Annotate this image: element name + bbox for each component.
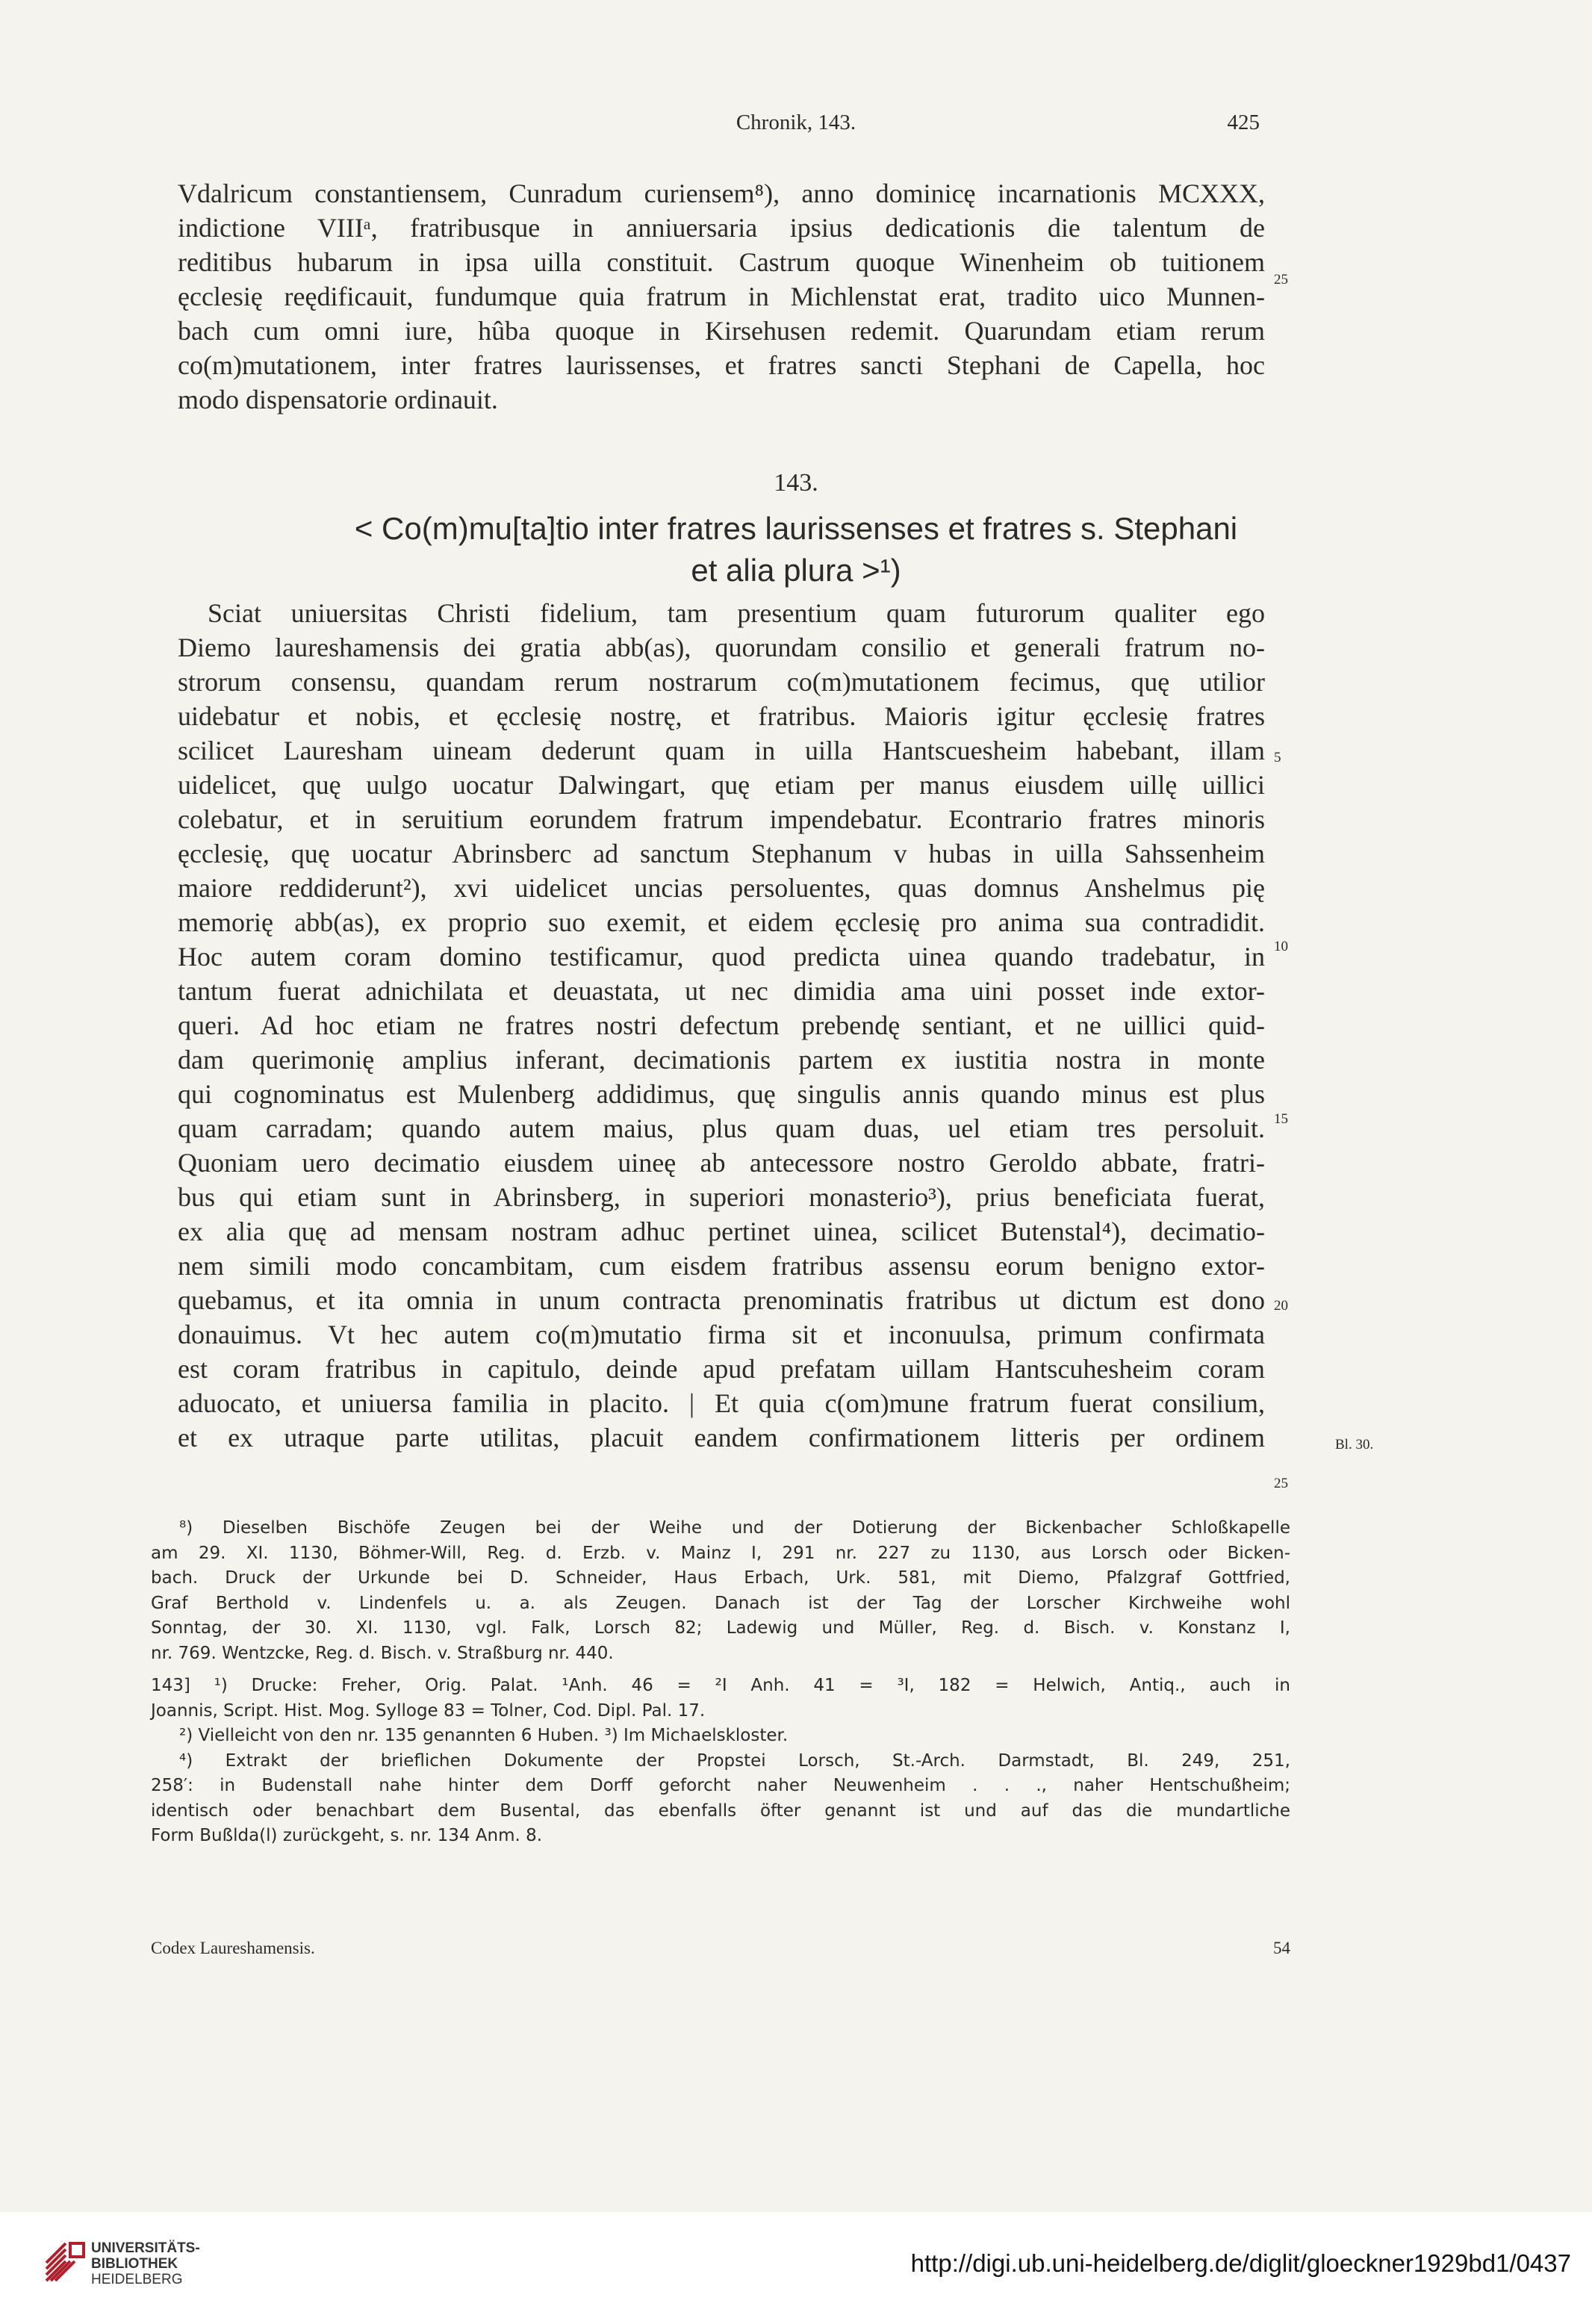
page-footer	[151, 1939, 1290, 1963]
text-line: bus qui etiam sunt in Abrinsberg, in superiori monasterio³), prius beneficiata fuerat,	[178, 1182, 1265, 1212]
line-number: 10	[1274, 939, 1288, 954]
footnote-line: ²) Vielleicht von den nr. 135 genannten 6 Huben. ³) Im Michaelskloster.	[179, 1726, 789, 1745]
line-number: 25	[1274, 272, 1288, 288]
source-link[interactable]: http://digi.ub.uni-heidelberg.de/diglit/gloeckner1929bd1/0437	[910, 2249, 1571, 2277]
footnote-line: 258′: in Budenstall nahe hinter dem Dorff geforcht naher Neuwenheim . . ., naher Hentschußheim;	[151, 1776, 1290, 1795]
footnote-line: 143] ¹) Drucke: Freher, Orig. Palat. ¹Anh. 46 = ²I Anh. 41 = ³I, 182 = Helwich, Antiq., auch in	[151, 1676, 1290, 1695]
line-number: 5	[1274, 750, 1281, 765]
running-header	[0, 111, 1592, 143]
line-number: 20	[1274, 1298, 1288, 1314]
intro-paragraph	[178, 176, 1265, 417]
text-line: Sciat uniuersitas Christi fidelium, tam presentium quam futurorum qualiter ego	[208, 598, 1265, 628]
line-number: 25	[1274, 1476, 1288, 1491]
footnote-line: nr. 769. Wentzcke, Reg. d. Bisch. v. Straßburg nr. 440.	[151, 1643, 614, 1663]
text-line: aduocato, et uniuersa familia in placito. | Et quia c(om)mune fratrum fuerat consilium,	[178, 1388, 1265, 1418]
text-line: nem simili modo concambitam, cum eisdem fratribus assensu eorum benigno extor-	[178, 1251, 1265, 1281]
footnote-line: Joannis, Script. Hist. Mog. Sylloge 83 = Tolner, Cod. Dipl. Pal. 17.	[151, 1700, 706, 1721]
text-line: donauimus. Vt hec autem co(m)mutatio firma sit et inconuulsa, primum confirmata	[178, 1320, 1265, 1349]
text-line: est coram fratribus in capitulo, deinde apud prefatam uillam Hantscuhesheim coram	[178, 1354, 1265, 1384]
text-line: memorię abb(as), ex proprio suo exemit, et eidem ęcclesię pro anima sua contradidit.	[178, 907, 1265, 937]
footnotes	[151, 1516, 1290, 1849]
text-line: indictione VIIIᵃ, fratribusque in anniuersaria ipsius dedicationis die talentum de	[178, 213, 1265, 243]
sheet-number: 54	[1273, 1939, 1290, 1957]
text-line: quebamus, et ita omnia in unum contracta prenominatis fratribus ut dictum est dono	[178, 1285, 1265, 1315]
text-line: co(m)mutationem, inter fratres laurissenses, et fratres sancti Stephani de Capella, hoc	[178, 350, 1265, 380]
library-name: UNIVERSITÄTS- BIBLIOTHEK HEIDELBERG	[91, 2240, 200, 2287]
charter-heading: < Co(m)mu[ta]tio inter fratres laurissenses et fratres s. Stephani	[354, 511, 1238, 546]
page-number: 425	[1227, 111, 1260, 134]
text-line: qui cognominatus est Mulenberg addidimus, quę singulis annis quando minus est plus	[178, 1079, 1265, 1109]
text-line: modo dispensatorie ordinauit.	[178, 385, 498, 414]
text-line: tantum fuerat adnichilata et deuastata, ut nec dimidia ama uini posset inde extor-	[178, 976, 1265, 1006]
text-line: Diemo laureshamensis dei gratia abb(as), quorundam consilio et generali fratrum no-	[178, 633, 1265, 662]
text-line: Hoc autem coram domino testificamur, quod predicta uinea quando tradebatur, in	[178, 942, 1265, 972]
footnote-line: ⁴) Extrakt der brieflichen Dokumente der Propstei Lorsch, St.-Arch. Darmstadt, Bl. 249, 251,	[179, 1750, 1290, 1771]
text-line: Quoniam uero decimatio eiusdem uineę ab antecessore nostro Geroldo abbate, fratri-	[178, 1148, 1265, 1178]
text-line: reditibus hubarum in ipsa uilla constituit. Castrum quoque Winenheim ob tuitionem	[178, 247, 1265, 277]
text-line: et ex utraque parte utilitas, placuit eandem confirmationem litteris per ordinem	[178, 1423, 1265, 1452]
text-line: dam querimonię amplius inferant, decimationis partem ex iustitia nostra in monte	[178, 1045, 1265, 1075]
text-line: quam carradam; quando autem maius, plus quam duas, uel etiam tres persoluit.	[178, 1113, 1265, 1143]
codex-signature: Codex Laureshamensis.	[151, 1939, 315, 1957]
footnote-line: ⁸) Dieselben Bischöfe Zeugen bei der Weihe und der Dotierung der Bickenbacher Schloßkapelle	[179, 1518, 1290, 1538]
line-number: 15	[1274, 1111, 1288, 1127]
footnote-line: bach. Druck der Urkunde bei D. Schneider, Haus Erbach, Urk. 581, mit Diemo, Pfalzgraf Gottfried,	[151, 1568, 1290, 1588]
text-line: bach cum omni iure, hûba quoque in Kirsehusen redemit. Quarundam etiam rerum	[178, 316, 1265, 346]
text-line: strorum consensu, quandam rerum nostrarum co(m)mutationem fecimus, quę utilior	[178, 667, 1265, 697]
footnote-line: Sonntag, der 30. XI. 1130, vgl. Falk, Lorsch 82; Ladewig und Müller, Reg. d. Bisch. v. Konstanz I,	[151, 1618, 1290, 1638]
charter-heading-cont: et alia plura >¹)	[691, 553, 901, 588]
text-line: uidelicet, quę uulgo uocatur Dalwingart, quę etiam per manus eiusdem uillę uillici	[178, 770, 1265, 800]
footnote-line: Graf Berthold v. Lindenfels u. a. als Zeugen. Danach ist der Tag der Lorscher Kirchweihe wohl	[151, 1593, 1290, 1613]
text-line: scilicet Lauresham uineam dederunt quam in uilla Hantscuesheim habebant, illam	[178, 736, 1265, 765]
text-line: colebatur, et in seruitium eorundem fratrum impendebatur. Econtrario fratres minoris	[178, 804, 1265, 834]
text-line: Vdalricum constantiensem, Cunradum curiensem⁸), anno dominicę incarnationis MCXXX,	[178, 178, 1265, 208]
sheet-reference: Bl. 30.	[1335, 1437, 1374, 1452]
text-line: ex alia quę ad mensam nostram adhuc pertinet uinea, scilicet Butenstal⁴), decimatio-	[178, 1217, 1265, 1246]
footnote-line: identisch oder benachbart dem Busental, das ebenfalls öfter genannt ist und auf das die mundartliche	[151, 1801, 1290, 1821]
text-line: ęcclesię reędificauit, fundumque quia fratrum in Michlenstat erat, tradito uico Munnen-	[178, 282, 1265, 311]
running-title: Chronik, 143.	[736, 111, 856, 134]
footnote-line: am 29. XI. 1130, Böhmer-Will, Reg. d. Erzb. v. Mainz I, 291 nr. 227 zu 1130, aus Lorsch oder Bicken-	[151, 1543, 1290, 1563]
text-line: ęcclesię, quę uocatur Abrinsberc ad sanctum Stephanum v hubas in uilla Sahssenheim	[178, 839, 1265, 869]
text-line: maiore reddiderunt²), xvi uidelicet uncias persoluentes, quas domnus Anshelmus pię	[178, 873, 1265, 903]
charter-text	[178, 596, 1265, 1455]
text-line: queri. Ad hoc etiam ne fratres nostri defectum prebendę sentiant, et ne uillici quid-	[178, 1010, 1265, 1040]
text-line: uidebatur et nobis, et ęcclesię nostrę, et fratribus. Maioris igitur ęcclesię fratres	[178, 701, 1265, 731]
charter-number: 143.	[774, 469, 818, 497]
library-logo-icon	[43, 2240, 87, 2284]
footnote-line: Form Bußlda(l) zurückgeht, s. nr. 134 Anm. 8.	[151, 1826, 543, 1845]
